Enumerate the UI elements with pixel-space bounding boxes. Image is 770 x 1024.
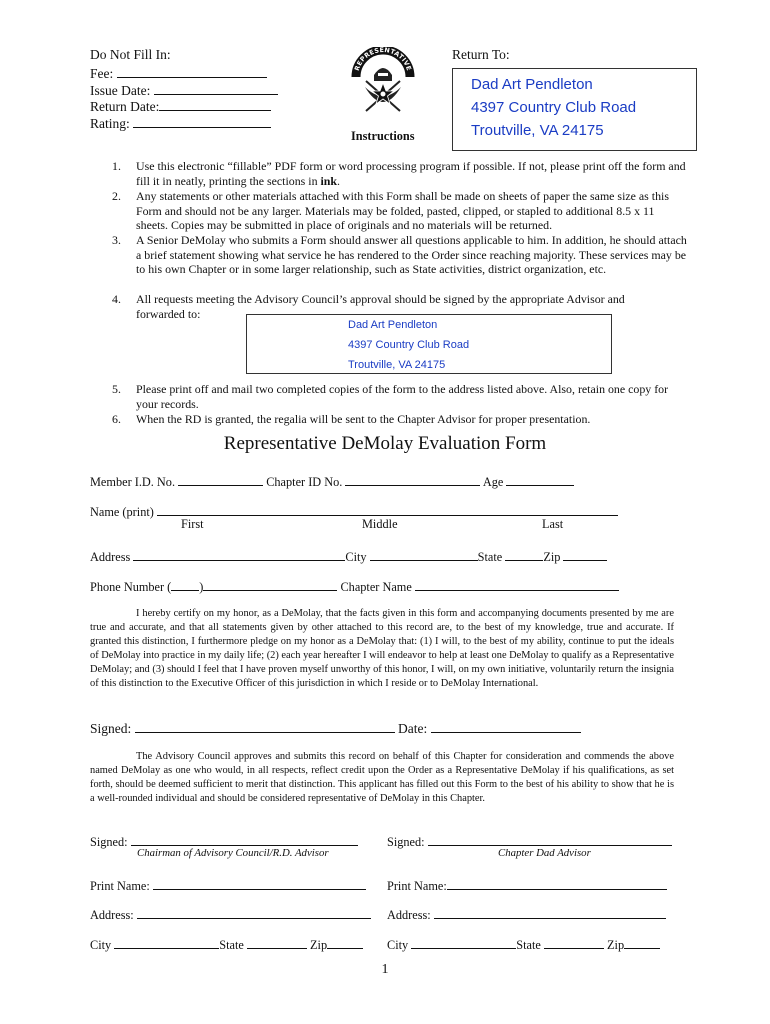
instruction-item-6 xyxy=(112,412,687,427)
instruction-bold: ink xyxy=(320,173,338,188)
return-address-street: 4397 Country Club Road xyxy=(471,99,637,116)
rating-label: Rating: xyxy=(90,116,130,131)
council-text: The Advisory Council approves and submits this record on behalf of this Chapter for consideration and commends the above named DeMolay as one who would, in all respects, reflect credit upon the Order as a Representative DeMolay if his qualifications, as set forth, should be deemed sufficient to merit that distinction. This applicant has filled out this Form to the best of his ability to show that he is a well-rounded individual and should be considered representative of DeMolay in this Chapter. xyxy=(90,751,674,805)
emblem-text: REPRESENTATIVE xyxy=(352,47,414,72)
forward-address-street: 4397 Country Club Road xyxy=(348,339,470,351)
return-date-label: Return Date: xyxy=(90,99,160,114)
right-print-label: Print Name: xyxy=(387,879,447,893)
name-middle-caption: Middle xyxy=(362,517,398,531)
instruction-number: 3. xyxy=(112,233,121,247)
forward-address-box[interactable] xyxy=(246,314,612,374)
instruction-number: 2. xyxy=(112,189,121,203)
right-zip-label: Zip xyxy=(607,938,625,952)
applicant-sign-row xyxy=(90,717,581,737)
return-date-row xyxy=(90,97,271,115)
left-signer-caption: Chairman of Advisory Council/R.D. Advisor xyxy=(137,847,329,859)
issue-date-field[interactable] xyxy=(154,81,278,95)
instruction-item-3 xyxy=(112,233,687,277)
fee-label: Fee: xyxy=(90,66,114,81)
right-print-row xyxy=(387,876,667,894)
form-title: Representative DeMolay Evaluation Form xyxy=(223,433,547,454)
right-signature-field[interactable] xyxy=(428,832,672,846)
instruction-number: 5. xyxy=(112,382,121,396)
address-label: Address xyxy=(90,550,131,564)
return-to-label: Return To: xyxy=(452,47,510,62)
name-first-caption: First xyxy=(181,517,204,531)
right-state-field[interactable] xyxy=(544,935,604,949)
instruction-item-5 xyxy=(112,382,687,411)
instruction-text: Please print off and mail two completed copies of the form to the address listed above. Also, retain one copy for your records. xyxy=(136,382,669,411)
right-state-label: State xyxy=(516,938,541,952)
area-code-field[interactable] xyxy=(171,577,199,591)
left-signed-label: Signed: xyxy=(90,835,128,849)
instruction-text: All requests meeting the Advisory Council’s approval should be signed by the appropriate Advisor and forwarded to: xyxy=(136,292,625,321)
left-print-label: Print Name: xyxy=(90,879,150,893)
demolay-emblem xyxy=(350,47,416,119)
applicant-signed-label: Signed: xyxy=(90,721,132,736)
state-label: State xyxy=(477,550,503,564)
instruction-text: When the RD is granted, the regalia will be sent to the Chapter Advisor for proper presentation. xyxy=(136,412,591,426)
instructions-heading: Instructions xyxy=(351,129,415,143)
right-city-field[interactable] xyxy=(411,935,516,949)
rating-row xyxy=(90,114,271,132)
member-id-field[interactable] xyxy=(178,472,263,486)
right-address-label: Address: xyxy=(387,908,431,922)
instruction-text: A Senior DeMolay who submits a Form should answer all questions applicable to him. In addition, he should attach a brief statement showing what service he has rendered to the Order since reaching majority. These services may be to his own Chapter or in some larger relationship, such as State activities, district organization, etc. xyxy=(136,233,687,277)
member-id-label: Member I.D. No. xyxy=(90,475,176,489)
left-print-row xyxy=(90,876,366,894)
member-row xyxy=(90,472,574,490)
phone-label: Phone Number ( xyxy=(90,580,172,594)
left-address-field[interactable] xyxy=(137,905,371,919)
zip-label: Zip xyxy=(543,550,561,564)
right-zip-field[interactable] xyxy=(624,935,660,949)
zip-field[interactable] xyxy=(563,547,607,561)
page-number: 1 xyxy=(381,962,389,977)
instruction-after: . xyxy=(337,173,341,188)
age-label: Age xyxy=(482,475,504,489)
right-print-field[interactable] xyxy=(447,876,667,890)
left-address-row xyxy=(90,905,371,923)
phone-close-paren: ) xyxy=(199,580,204,594)
certification-paragraph xyxy=(90,607,674,692)
age-field[interactable] xyxy=(506,472,574,486)
chapter-id-field[interactable] xyxy=(345,472,480,486)
left-print-field[interactable] xyxy=(153,876,366,890)
date-label: Date: xyxy=(398,721,428,736)
left-city-field[interactable] xyxy=(114,935,219,949)
city-field[interactable] xyxy=(370,547,478,561)
address-row xyxy=(90,547,607,565)
left-state-field[interactable] xyxy=(247,935,307,949)
name-field[interactable] xyxy=(157,502,618,516)
instruction-item-2 xyxy=(112,189,687,233)
name-last-caption: Last xyxy=(542,517,564,531)
left-zip-field[interactable] xyxy=(327,935,363,949)
instruction-item-1 xyxy=(112,159,687,188)
issue-date-label: Issue Date: xyxy=(90,83,151,98)
left-signature-field[interactable] xyxy=(131,832,358,846)
right-city-row xyxy=(387,935,660,953)
forward-address-name: Dad Art Pendleton xyxy=(348,319,438,331)
return-address-city: Troutville, VA 24175 xyxy=(471,122,604,139)
instruction-number: 6. xyxy=(112,412,121,426)
instruction-number: 1. xyxy=(112,159,121,173)
council-paragraph xyxy=(90,750,674,806)
applicant-signature-field[interactable] xyxy=(135,717,395,733)
address-field[interactable] xyxy=(133,547,345,561)
phone-field[interactable] xyxy=(203,577,337,591)
forward-address-city: Troutville, VA 24175 xyxy=(348,359,446,371)
left-address-label: Address: xyxy=(90,908,134,922)
right-signed-label: Signed: xyxy=(387,835,425,849)
instruction-number: 4. xyxy=(112,292,121,306)
fee-field[interactable] xyxy=(117,64,267,78)
instruction-text: Use this electronic “fillable” PDF form or word processing program if possible. If not, please print off the form and fill it in neatly, printing the sections in xyxy=(136,159,686,188)
name-label: Name (print) xyxy=(90,505,154,519)
return-address-name: Dad Art Pendleton xyxy=(471,76,593,93)
left-state-label: State xyxy=(219,938,244,952)
right-address-field[interactable] xyxy=(434,905,666,919)
rating-field[interactable] xyxy=(133,114,271,128)
chapter-name-label: Chapter Name xyxy=(340,580,412,594)
do-not-fill-label: Do Not Fill In: xyxy=(90,47,171,62)
city-label: City xyxy=(345,550,367,564)
chapter-name-field[interactable] xyxy=(415,577,619,591)
right-signer-caption: Chapter Dad Advisor xyxy=(498,847,591,859)
chapter-id-label: Chapter ID No. xyxy=(266,475,343,489)
return-address-box[interactable] xyxy=(452,68,697,151)
right-address-row xyxy=(387,905,666,923)
left-zip-label: Zip xyxy=(310,938,328,952)
demolay-emblem-icon xyxy=(350,47,416,119)
certification-text: I hereby certify on my honor, as a DeMolay, that the facts given in this form and accompanying documents presented by me are true and accurate, and that all statements given by other attached to this record are, to the best of my knowledge, true and accurate. If granted this distinction, I furthermore pledge on my honor as a DeMolay that: (1) I will, to the best of my ability, continue to put the ideals of DeMolay into practice in my daily life; (2) each year hereafter I will endeavor to help at least one DeMolay to qualify as a Representative DeMolay; and (3) should I feel that I have proven myself unworthy of this honor, I will, on my own initiative, voluntarily return the insignia of this distinction to the Executive Officer of this jurisdiction in which I reside or to DeMolay International. xyxy=(90,608,674,690)
right-city-label: City xyxy=(387,938,409,952)
name-row xyxy=(90,502,618,520)
return-date-field[interactable] xyxy=(159,97,271,111)
left-city-row xyxy=(90,935,363,953)
phone-row xyxy=(90,577,619,595)
instruction-text: Any statements or other materials attached with this Form shall be made on sheets of paper the same size as this Form and should not be any larger. Materials may be folded, pasted, clipped, or stapled to additional 8.5 x 11 sheets. Copies may be submitted in place of originals and no materials will be returned. xyxy=(136,189,669,233)
date-field[interactable] xyxy=(431,717,581,733)
state-field[interactable] xyxy=(505,547,543,561)
left-city-label: City xyxy=(90,938,112,952)
fee-row xyxy=(90,64,267,82)
